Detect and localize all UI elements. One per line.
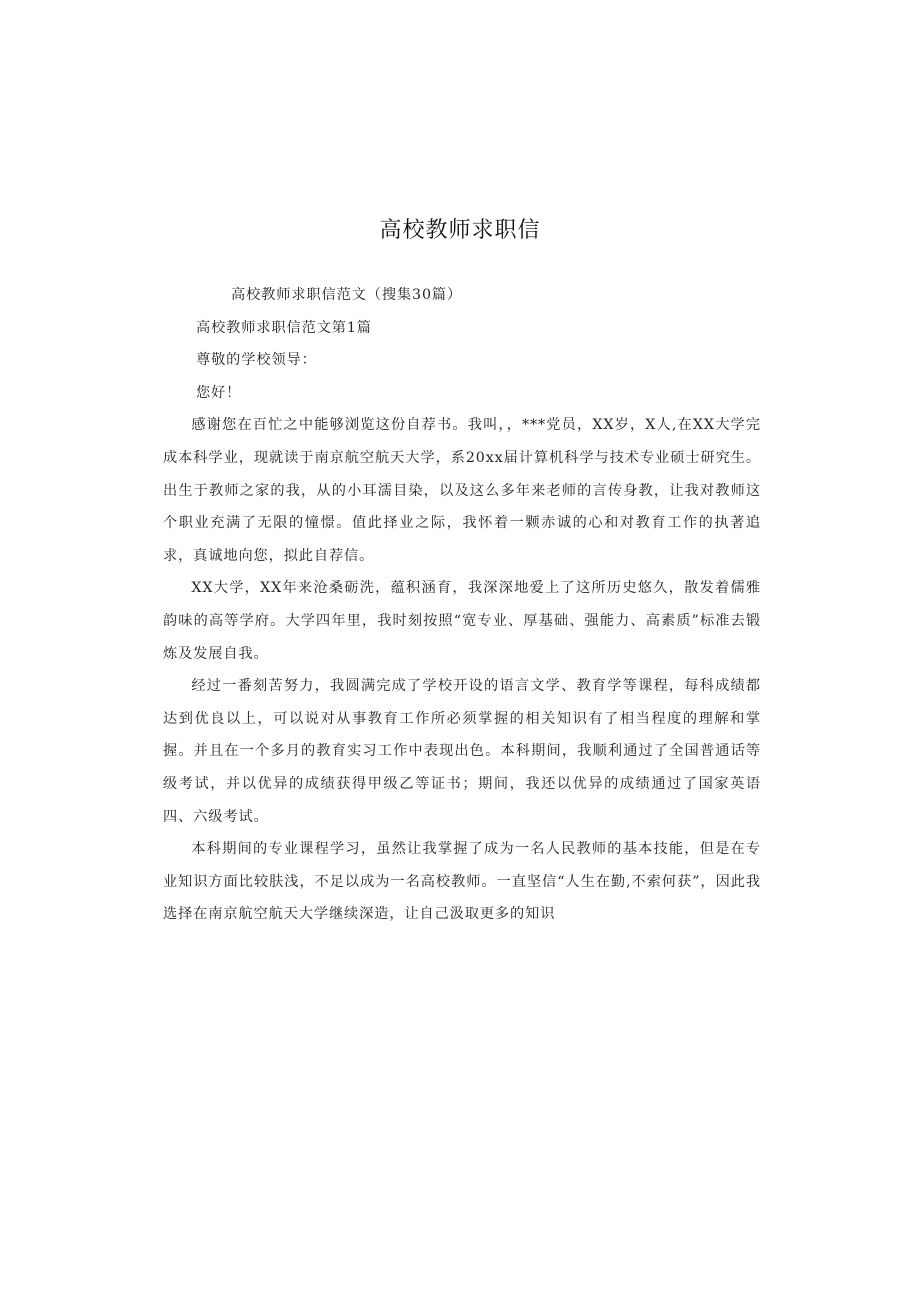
section-heading: 高校教师求职信范文第1篇 xyxy=(196,319,372,336)
salutation: 尊敬的学校领导： xyxy=(196,352,317,369)
body-paragraph: XX大学，XX年来沧桑砺洗，蕴积涵育，我深深地爱上了这所历史悠久，散发着儒雅韵味的高等学府。大学四年里，我时刻按照“宽专业、厚基础、强能力、高素质”标准去锻炼及发展自我。 xyxy=(163,580,761,662)
document-subtitle: 高校教师求职信范文（搜集30篇） xyxy=(231,287,463,303)
body-paragraph: 感谢您在百忙之中能够浏览这份自荐书。我叫，，***党员，XX岁，X人,在XX大学完成本科学业，现就读于南京航空航天大学，系20xx届计算机科学与技术专业硕士研究生。出生于教师之家的我，从的小耳濡目染，以及这么多年来老师的言传身教，让我对教师这个职业充满了无限的憧憬。值此择业之际，我怀着一颗赤诚的心和对教育工作的执著追求，真诚地向您，拟此自荐信。 xyxy=(163,417,761,564)
body-paragraph: 经过一番刻苦努力，我圆满完成了学校开设的语言文学、教育学等课程，每科成绩都达到优良以上，可以说对从事教育工作所必须掌握的相关知识有了相当程度的理解和掌握。并且在一个多月的教育实习工作中表现出色。本科期间，我顺利通过了全国普通话等级考试，并以优异的成绩获得甲级乙等证书；期间，我还以优异的成绩通过了国家英语四、六级考试。 xyxy=(163,678,761,825)
document-title: 高校教师求职信 xyxy=(379,218,541,243)
body-paragraph: 本科期间的专业课程学习，虽然让我掌握了成为一名人民教师的基本技能，但是在专业知识方面比较肤浅，不足以成为一名高校教师。一直坚信“人生在勤,不索何获”，因此我选择在南京航空航天大学继续深造，让自己汲取更多的知识 xyxy=(163,841,761,923)
document-body xyxy=(163,279,761,931)
greeting: 您好！ xyxy=(196,384,242,401)
